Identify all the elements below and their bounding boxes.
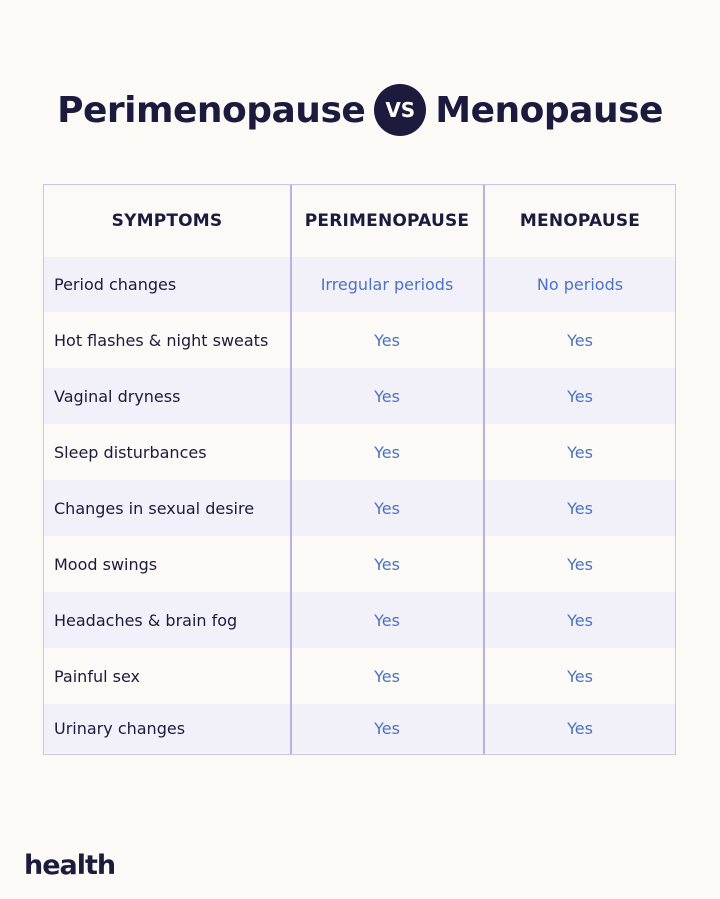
table-row [44, 592, 675, 648]
symptom-cell: Headaches & brain fog [54, 610, 238, 630]
column-divider [483, 185, 485, 754]
table-row [44, 704, 675, 753]
menopause-cell: Yes [567, 610, 593, 630]
table-row [44, 424, 675, 480]
perimenopause-cell: Yes [374, 610, 400, 630]
brand-logo: health [24, 850, 116, 881]
perimenopause-cell: Yes [374, 498, 400, 518]
perimenopause-cell: Irregular periods [320, 275, 454, 294]
header-menopause: MENOPAUSE [519, 211, 641, 231]
symptom-cell: Urinary changes [54, 719, 186, 738]
table-row [44, 257, 675, 312]
comparison-table [43, 184, 676, 755]
table-row [44, 480, 675, 536]
vs-badge: VS [374, 84, 426, 136]
symptom-cell: Period changes [54, 275, 177, 294]
symptom-cell: Painful sex [54, 666, 140, 686]
menopause-cell: Yes [567, 719, 593, 738]
menopause-cell: Yes [567, 442, 593, 462]
title-perimenopause: Perimenopause [57, 89, 366, 131]
table-row [44, 368, 675, 424]
table-row [44, 312, 675, 368]
table-row [44, 648, 675, 704]
perimenopause-cell: Yes [374, 386, 400, 406]
perimenopause-cell: Yes [374, 719, 400, 738]
menopause-cell: Yes [567, 554, 593, 574]
table-row [44, 536, 675, 592]
symptom-cell: Changes in sexual desire [54, 498, 255, 518]
title-menopause: Menopause [435, 89, 663, 131]
symptom-cell: Vaginal dryness [54, 386, 181, 406]
symptom-cell: Hot flashes & night sweats [54, 330, 269, 350]
perimenopause-cell: Yes [374, 442, 400, 462]
menopause-cell: Yes [567, 498, 593, 518]
menopause-cell: Yes [567, 330, 593, 350]
perimenopause-cell: Yes [374, 554, 400, 574]
menopause-cell: Yes [567, 386, 593, 406]
column-divider [290, 185, 292, 754]
perimenopause-cell: Yes [374, 666, 400, 686]
menopause-cell: Yes [567, 666, 593, 686]
header-perimenopause: PERIMENOPAUSE [304, 211, 470, 231]
menopause-cell: No periods [536, 275, 624, 294]
symptom-cell: Sleep disturbances [54, 442, 207, 462]
page-title [0, 82, 720, 138]
header-symptoms: SYMPTOMS [111, 211, 223, 231]
table-header-row [44, 185, 675, 257]
perimenopause-cell: Yes [374, 330, 400, 350]
symptom-cell: Mood swings [54, 554, 158, 574]
